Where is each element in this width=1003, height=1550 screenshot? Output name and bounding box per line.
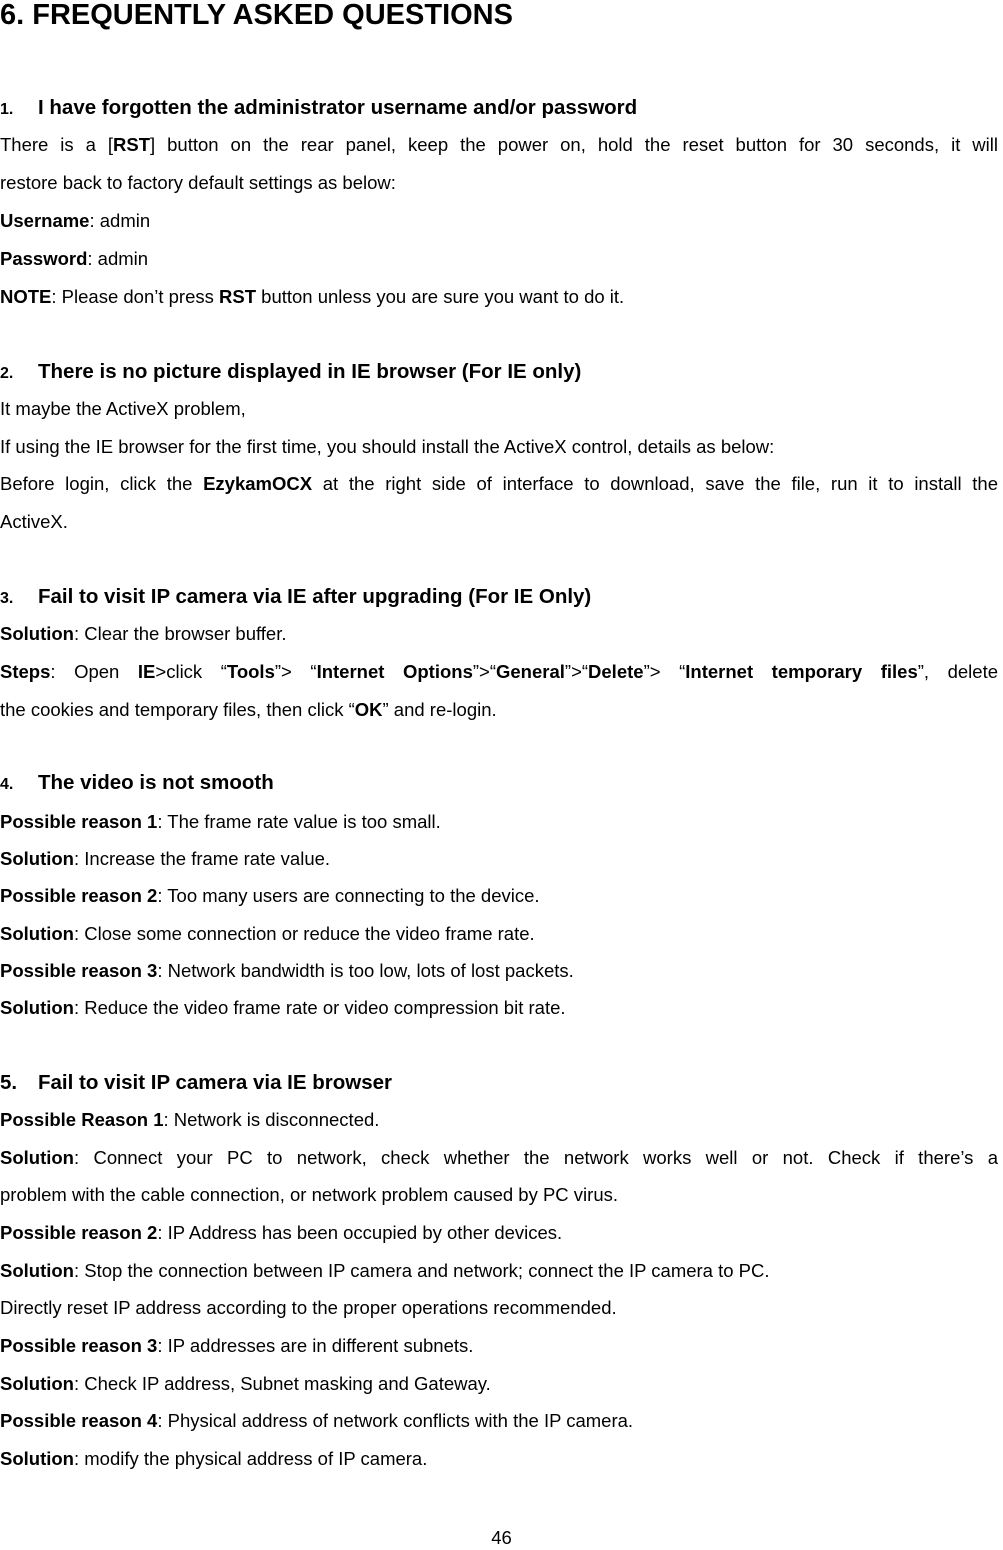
q1-paragraph-line-2: restore back to factory default settings as below: bbox=[0, 172, 396, 193]
q5-solution-1-continuation: problem with the cable connection, or network problem caused by PC virus. bbox=[0, 1184, 618, 1205]
q3-solution-line: Solution: Clear the browser buffer. bbox=[0, 623, 287, 644]
q1-paragraph-line-1: There is a [RST] button on the rear panel, keep the power on, hold the reset button for 30 seconds, it will bbox=[0, 134, 998, 155]
chapter-title: 6. FREQUENTLY ASKED QUESTIONS bbox=[0, 0, 513, 31]
page-number: 46 bbox=[491, 1527, 512, 1548]
question-1-heading bbox=[0, 95, 637, 123]
q5-solution-4: Solution: modify the physical address of IP camera. bbox=[0, 1448, 428, 1469]
q3-steps-continuation: the cookies and temporary files, then click “OK” and re-login. bbox=[0, 699, 497, 720]
q5-reason-4: Possible reason 4: Physical address of network conflicts with the IP camera. bbox=[0, 1410, 634, 1431]
q1-password-line: Password: admin bbox=[0, 248, 149, 269]
question-5-heading bbox=[0, 1070, 392, 1096]
question-number: 1. bbox=[0, 101, 14, 118]
q4-solution-2: Solution: Close some connection or reduce the video frame rate. bbox=[0, 923, 535, 944]
question-text: Fail to visit IP camera via IE browser bbox=[38, 1071, 392, 1094]
question-number: 2. bbox=[0, 365, 14, 382]
question-text: Fail to visit IP camera via IE after upgrading (For IE Only) bbox=[38, 585, 592, 608]
question-3-heading bbox=[0, 584, 591, 612]
question-text: I have forgotten the administrator username and/or password bbox=[38, 96, 638, 119]
q2-paragraph-line-3: Before login, click the EzykamOCX at the right side of interface to download, save the file, run it to install the bbox=[0, 473, 999, 494]
q2-paragraph-line-1: It maybe the ActiveX problem, bbox=[0, 398, 246, 419]
q5-solution-2-continuation: Directly reset IP address according to the proper operations recommended. bbox=[0, 1297, 617, 1318]
q4-reason-2: Possible reason 2: Too many users are connecting to the device. bbox=[0, 885, 540, 906]
q5-solution-3: Solution: Check IP address, Subnet masking and Gateway. bbox=[0, 1373, 491, 1394]
question-text: There is no picture displayed in IE browser (For IE only) bbox=[38, 360, 582, 383]
question-number: 5. bbox=[0, 1071, 18, 1094]
question-text: The video is not smooth bbox=[38, 771, 274, 794]
q5-reason-3: Possible reason 3: IP addresses are in different subnets. bbox=[0, 1335, 474, 1356]
q4-reason-3: Possible reason 3: Network bandwidth is too low, lots of lost packets. bbox=[0, 960, 574, 981]
question-number: 4. bbox=[0, 776, 14, 793]
q4-solution-3: Solution: Reduce the video frame rate or video compression bit rate. bbox=[0, 997, 566, 1018]
q3-steps-line: Steps: Open IE>click “Tools”> “Internet Options”>“General”>“Delete”> “Internet temporary files”, delete bbox=[0, 661, 999, 682]
q1-username-line: Username: admin bbox=[0, 210, 151, 231]
q5-solution-1: Solution: Connect your PC to network, check whether the network works well or not. Check if there’s a bbox=[0, 1147, 998, 1168]
q4-reason-1: Possible reason 1: The frame rate value is too small. bbox=[0, 811, 441, 832]
q5-solution-2: Solution: Stop the connection between IP camera and network; connect the IP camera to PC. bbox=[0, 1260, 770, 1281]
q2-paragraph-line-2: If using the IE browser for the first time, you should install the ActiveX control, details as below: bbox=[0, 436, 775, 457]
q2-paragraph-line-4: ActiveX. bbox=[0, 511, 68, 532]
q5-reason-2: Possible reason 2: IP Address has been occupied by other devices. bbox=[0, 1222, 563, 1243]
q4-solution-1: Solution: Increase the frame rate value. bbox=[0, 848, 331, 869]
question-4-heading bbox=[0, 770, 274, 798]
question-2-heading bbox=[0, 359, 581, 387]
q1-note-line: NOTE: Please don’t press RST button unless you are sure you want to do it. bbox=[0, 286, 625, 307]
question-number: 3. bbox=[0, 590, 14, 607]
q5-reason-1: Possible Reason 1: Network is disconnected. bbox=[0, 1109, 380, 1130]
